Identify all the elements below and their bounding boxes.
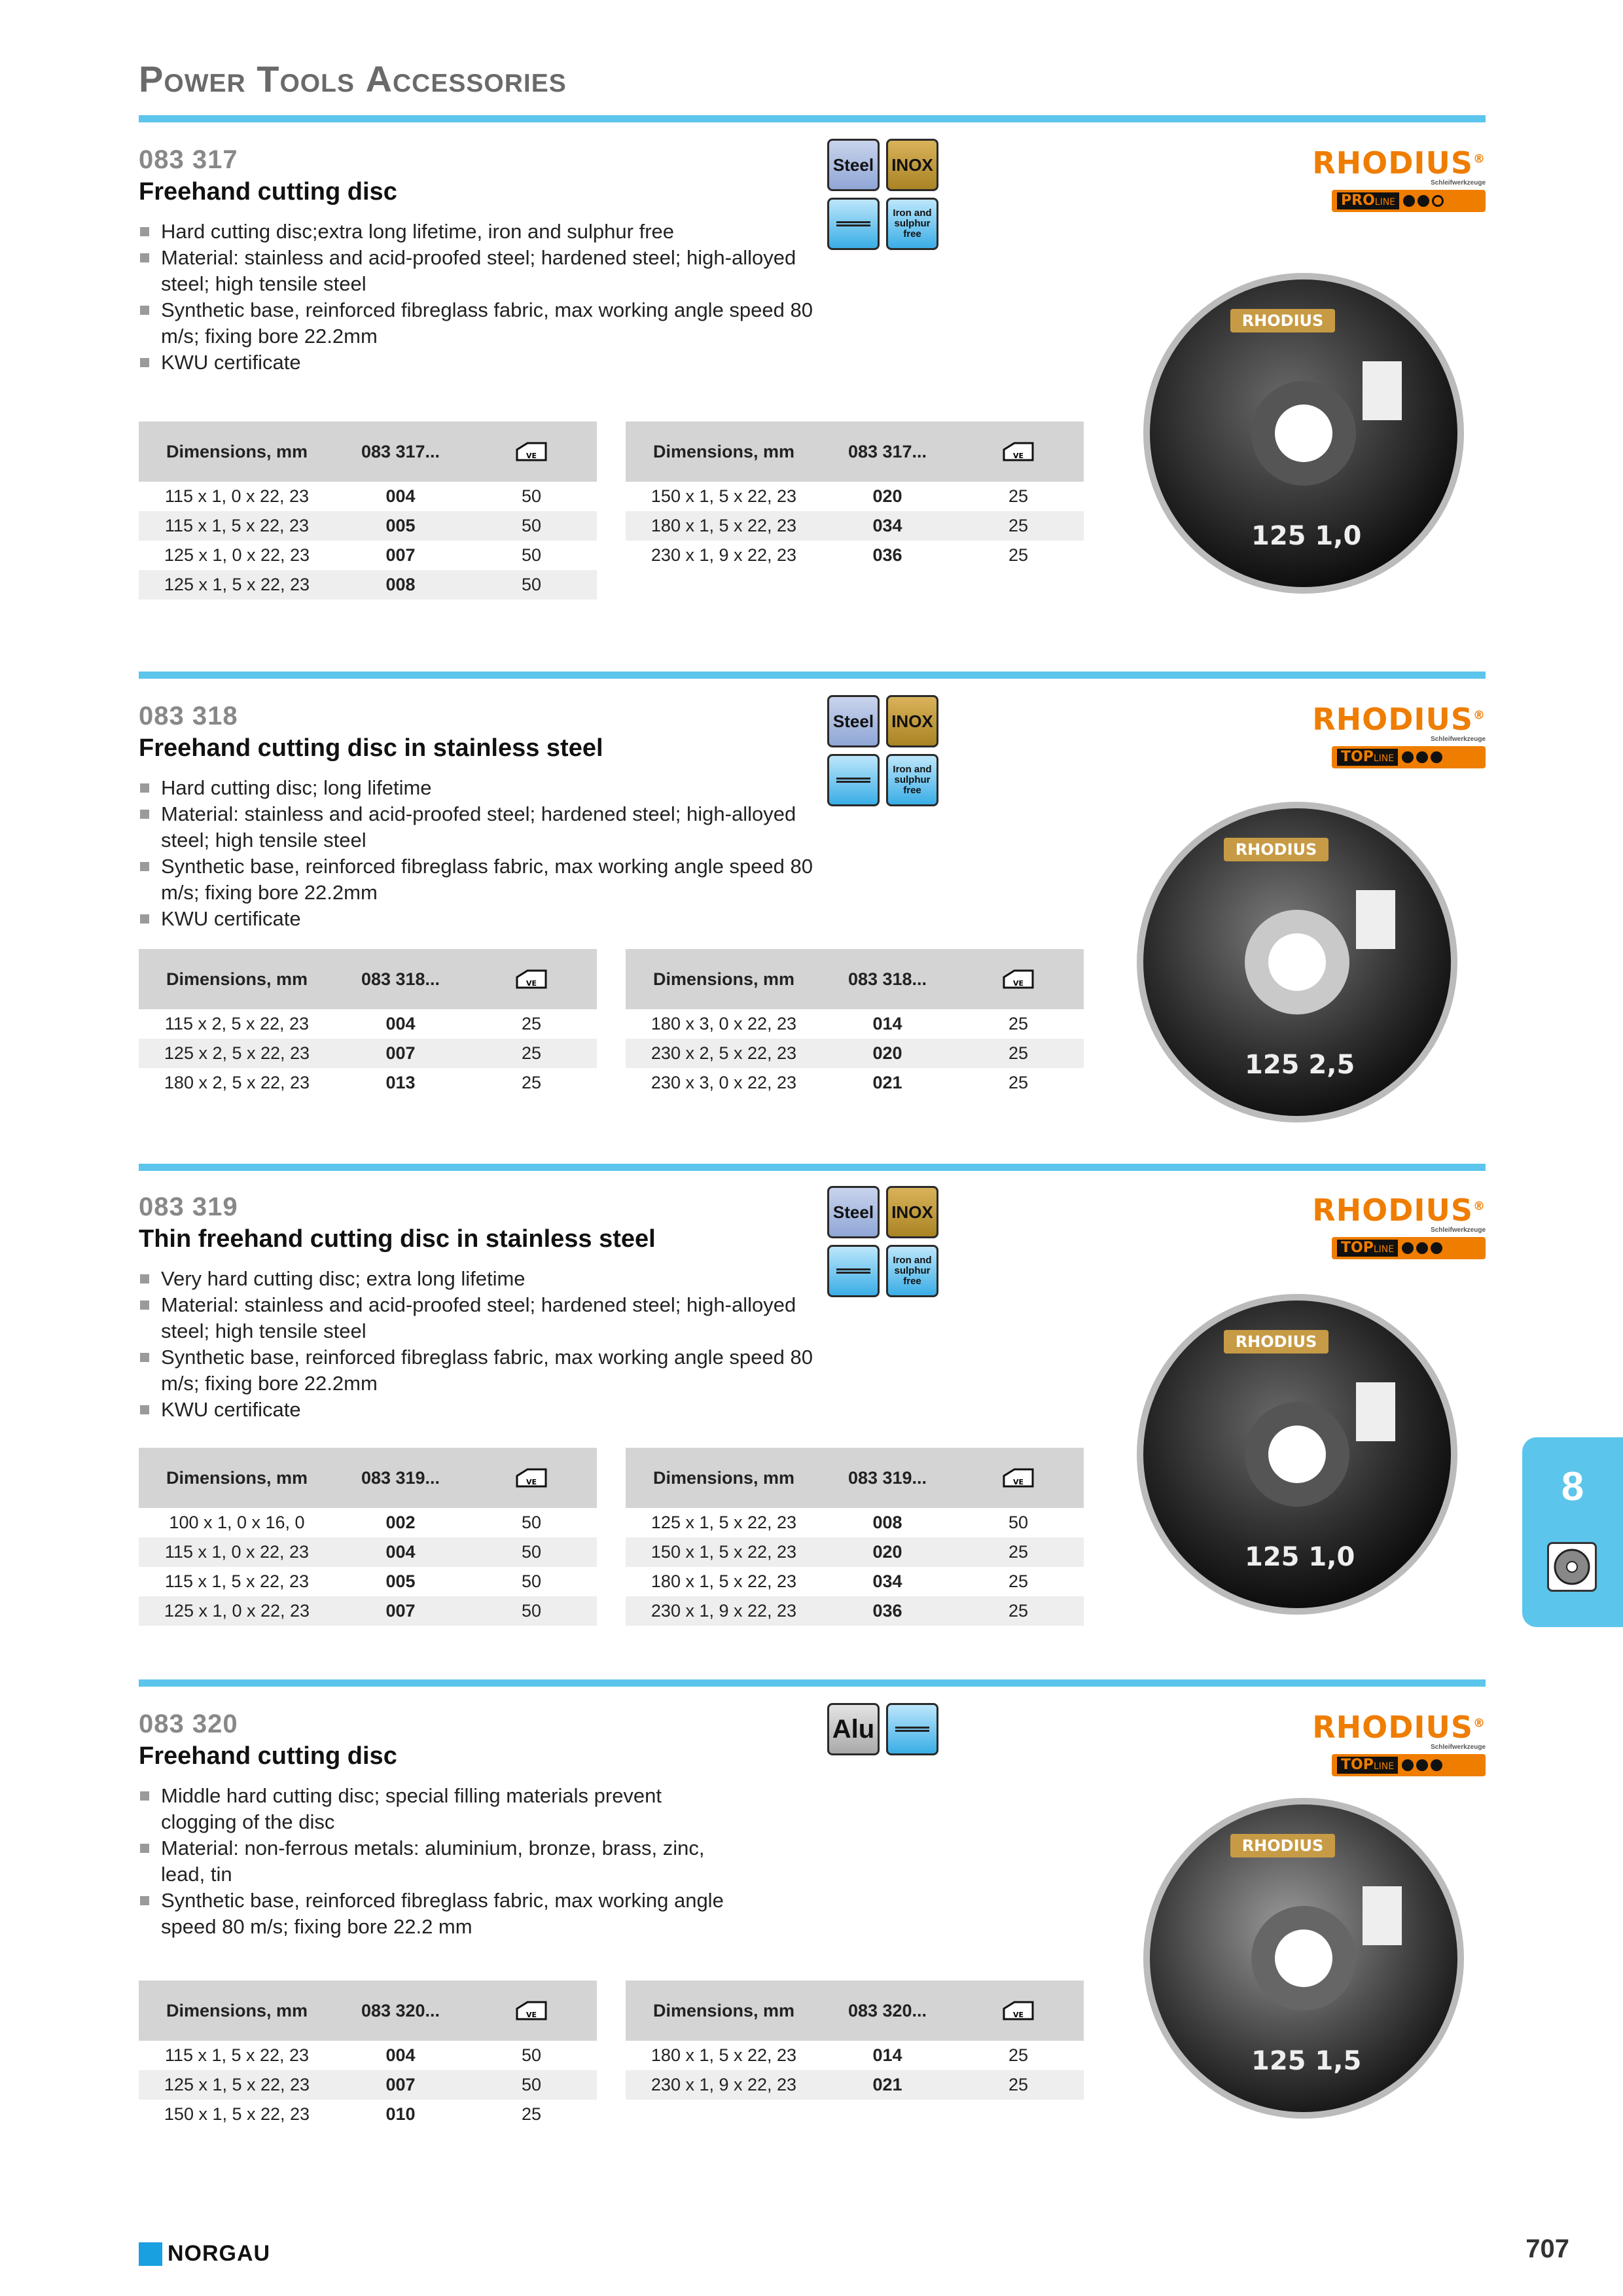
dimensions-table-right [626,949,1084,1098]
inox-badge: INOX [886,695,938,747]
column-header-dimensions: Dimensions, mm [139,1448,335,1508]
packaging-unit-icon [953,1448,1084,1508]
table-row: 150 x 1, 5 x 22, 23 020 25 [651,486,1029,506]
svg-text:125 1,0: 125 1,0 [1251,521,1362,551]
svg-text:RHODIUS: RHODIUS [1235,840,1317,859]
column-header-code: 083 319... [335,1448,466,1508]
norgau-logo-icon [139,2242,162,2266]
packaging-unit-icon [953,1981,1084,2041]
feature-list [139,219,819,376]
feature-item: Material: non-ferrous metals: aluminium, bronze, brass, zinc, lead, tin [139,1835,728,1888]
column-header-code: 083 318... [335,949,466,1009]
table-row: 125 x 1, 0 x 22, 23 007 50 [164,545,542,565]
brand-logo: RHODIUS® Schleifwerkzeuge PROLINE [1329,145,1486,217]
svg-text:VE: VE [1012,979,1024,988]
dimensions-table-left [139,949,597,1098]
thin-disc-icon [827,1245,880,1297]
table-row: 125 x 1, 5 x 22, 23 007 50 [139,2070,597,2100]
table-row: 230 x 1, 9 x 22, 23 021 25 [626,2070,1084,2100]
table-row: 115 x 2, 5 x 22, 23 004 25 [164,1014,542,1033]
svg-text:RHODIUS: RHODIUS [1235,1333,1317,1351]
material-badges [827,139,942,253]
packaging-unit-icon [466,422,597,482]
chapter-number: 8 [1561,1464,1584,1509]
table-row: 125 x 1, 5 x 22, 23 008 50 [651,1513,1029,1532]
feature-item: Material: stainless and acid-proofed steel; hardened steel; high-alloyed steel; high tensile steel [139,1292,819,1344]
topline-badge: TOPLINE [1332,1754,1486,1776]
footer-logo [139,2241,270,2267]
feature-item: KWU certificate [139,350,819,376]
thin-disc-icon [827,754,880,806]
feature-item: Material: stainless and acid-proofed steel; hardened steel; high-alloyed steel; high tensile steel [139,801,819,853]
cutting-disc-image [1140,270,1467,597]
product-code: 083 320 [139,1710,238,1738]
svg-text:VE: VE [526,979,537,988]
product-code: 083 317 [139,145,238,174]
footer-brand: NORGAU [168,2241,271,2266]
table-row: 115 x 1, 5 x 22, 23 005 50 [164,1571,542,1591]
packaging-unit-icon [466,1448,597,1508]
svg-text:125 2,5: 125 2,5 [1245,1050,1355,1080]
table-row: 150 x 1, 5 x 22, 23 010 25 [164,2104,542,2124]
column-header-code: 083 319... [822,1448,953,1508]
inox-badge: INOX [886,1186,938,1238]
column-header-dimensions: Dimensions, mm [139,422,335,482]
table-row: 125 x 1, 5 x 22, 23 008 50 [139,570,597,600]
feature-item: Very hard cutting disc; extra long lifetime [139,1266,819,1292]
column-header-dimensions: Dimensions, mm [626,949,822,1009]
svg-text:RHODIUS: RHODIUS [1241,312,1324,330]
grinding-disc-icon [1547,1542,1597,1592]
feature-item: Synthetic base, reinforced fibreglass fabric, max working angle speed 80 m/s; fixing bore 22.2 mm [139,1888,728,1940]
column-header-code: 083 320... [335,1981,466,2041]
svg-text:VE: VE [1012,452,1024,460]
dimensions-table-right [626,1448,1084,1626]
feature-item: Material: stainless and acid-proofed steel; hardened steel; high-alloyed steel; high tensile steel [139,245,819,297]
svg-text:VE: VE [526,1478,537,1486]
svg-text:VE: VE [526,2011,537,2019]
packaging-unit-icon [953,949,1084,1009]
cutting-disc-image [1140,1795,1467,2122]
feature-list [139,775,819,932]
product-title: Thin freehand cutting disc in stainless steel [139,1225,656,1253]
brand-name: RHODIUS® [1312,1710,1486,1745]
product-title: Freehand cutting disc in stainless steel [139,734,603,762]
feature-list [139,1266,819,1423]
packaging-unit-icon [466,1981,597,2041]
table-row: 125 x 1, 0 x 22, 23 007 50 [139,1596,597,1626]
thin-disc-icon [886,1703,938,1755]
packaging-unit-icon [466,949,597,1009]
column-header-dimensions: Dimensions, mm [626,1981,822,2041]
table-row: 230 x 1, 9 x 22, 23 036 25 [651,545,1029,565]
table-row: 115 x 1, 5 x 22, 23 005 50 [139,511,597,541]
table-row: 115 x 1, 5 x 22, 23 004 50 [164,2045,542,2065]
product-section-083318 [139,702,1486,1153]
table-row: 230 x 1, 9 x 22, 23 036 25 [626,1596,1084,1626]
table-row: 180 x 1, 5 x 22, 23 034 25 [651,1571,1029,1591]
brand-name: RHODIUS® [1312,1193,1486,1228]
column-header-code: 083 320... [822,1981,953,2041]
feature-item: Hard cutting disc; long lifetime [139,775,819,801]
brand-logo: RHODIUS® Schleifwerkzeuge TOPLINE [1329,1710,1486,1782]
svg-text:VE: VE [526,452,537,460]
steel-badge: Steel [827,1186,880,1238]
packaging-unit-icon [953,422,1084,482]
svg-text:VE: VE [1012,2011,1024,2019]
dimensions-table-left [139,1981,597,2129]
table-row: 180 x 1, 5 x 22, 23 034 25 [626,511,1084,541]
iron-sulphur-free-badge: Iron and sulphur free [886,754,938,806]
section-divider [139,1679,1486,1687]
dimensions-table-right [626,1981,1084,2100]
section-divider [139,1164,1486,1171]
table-row: 115 x 1, 0 x 22, 23 004 50 [164,486,542,506]
svg-text:VE: VE [1012,1478,1024,1486]
page-number: 707 [1525,2234,1569,2263]
steel-badge: Steel [827,139,880,191]
svg-text:125 1,0: 125 1,0 [1245,1542,1355,1572]
chapter-tab[interactable] [1522,1437,1623,1627]
brand-name: RHODIUS® [1312,702,1486,737]
inox-badge: INOX [886,139,938,191]
table-row: 115 x 1, 0 x 22, 23 004 50 [139,1537,597,1567]
product-code: 083 318 [139,702,238,730]
column-header-dimensions: Dimensions, mm [626,1448,822,1508]
brand-name: RHODIUS® [1312,145,1486,181]
column-header-code: 083 317... [822,422,953,482]
table-row: 180 x 2, 5 x 22, 23 013 25 [164,1073,542,1092]
product-title: Freehand cutting disc [139,178,397,206]
feature-item: Synthetic base, reinforced fibreglass fabric, max working angle speed 80 m/s; fixing bore 22.2mm [139,853,819,906]
feature-list [139,1783,728,1940]
table-row: 230 x 2, 5 x 22, 23 020 25 [626,1039,1084,1068]
page-title: Power Tools Accessories [139,58,567,99]
product-code: 083 319 [139,1193,238,1221]
cutting-disc-image [1133,798,1461,1126]
iron-sulphur-free-badge: Iron and sulphur free [886,1245,938,1297]
section-divider [139,672,1486,679]
steel-badge: Steel [827,695,880,747]
column-header-dimensions: Dimensions, mm [139,949,335,1009]
svg-text:125 1,5: 125 1,5 [1251,2046,1362,2076]
iron-sulphur-free-badge: Iron and sulphur free [886,198,938,250]
product-section-083320 [139,1710,1486,2168]
dimensions-table-left [139,1448,597,1626]
column-header-code: 083 317... [335,422,466,482]
svg-text:RHODIUS: RHODIUS [1241,1837,1324,1855]
feature-item: KWU certificate [139,906,819,932]
brand-logo: RHODIUS® Schleifwerkzeuge TOPLINE [1329,1193,1486,1265]
table-row: 230 x 3, 0 x 22, 23 021 25 [651,1073,1029,1092]
table-row: 180 x 1, 5 x 22, 23 014 25 [651,2045,1029,2065]
thin-disc-icon [827,198,880,250]
material-badges [827,1703,942,1818]
topline-badge: TOPLINE [1332,1237,1486,1259]
brand-logo: RHODIUS® Schleifwerkzeuge TOPLINE [1329,702,1486,774]
material-badges [827,1186,942,1300]
feature-item: Middle hard cutting disc; special filling materials prevent clogging of the disc [139,1783,728,1835]
product-section-083319 [139,1193,1486,1664]
feature-item: Synthetic base, reinforced fibreglass fabric, max working angle speed 80 m/s; fixing bore 22.2mm [139,1344,819,1397]
table-row: 180 x 3, 0 x 22, 23 014 25 [651,1014,1029,1033]
table-row: 150 x 1, 5 x 22, 23 020 25 [626,1537,1084,1567]
section-divider [139,115,1486,122]
column-header-dimensions: Dimensions, mm [626,422,822,482]
alu-badge: Alu [827,1703,880,1755]
feature-item: Hard cutting disc;extra long lifetime, iron and sulphur free [139,219,819,245]
dimensions-table-right [626,422,1084,570]
column-header-code: 083 318... [822,949,953,1009]
material-badges [827,695,942,810]
cutting-disc-image [1133,1291,1461,1618]
dimensions-table-left [139,422,597,600]
column-header-dimensions: Dimensions, mm [139,1981,335,2041]
feature-item: Synthetic base, reinforced fibreglass fabric, max working angle speed 80 m/s; fixing bore 22.2mm [139,297,819,350]
product-title: Freehand cutting disc [139,1742,397,1770]
feature-item: KWU certificate [139,1397,819,1423]
table-row: 100 x 1, 0 x 16, 0 002 50 [169,1513,542,1532]
proline-badge: PROLINE [1332,190,1486,212]
product-section-083317 [139,145,1486,617]
table-row: 125 x 2, 5 x 22, 23 007 25 [139,1039,597,1068]
topline-badge: TOPLINE [1332,746,1486,768]
